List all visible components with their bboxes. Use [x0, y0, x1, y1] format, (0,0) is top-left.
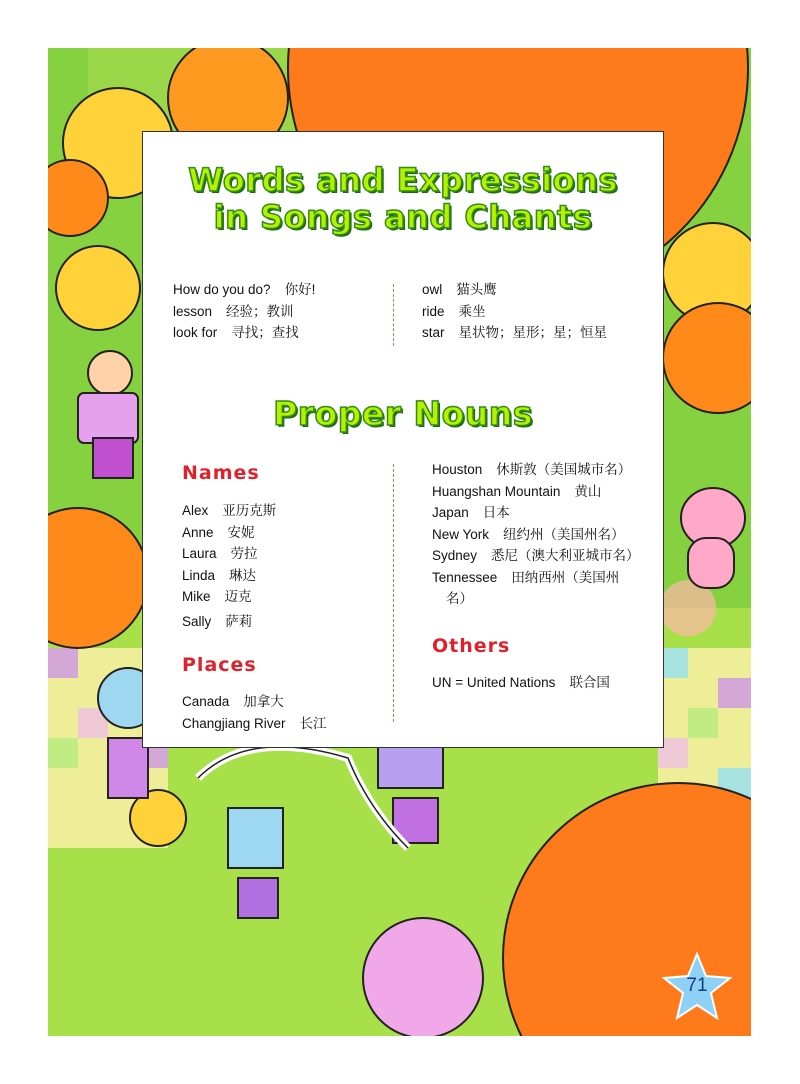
entry-english: Huangshan Mountain — [432, 483, 561, 499]
entry-chinese: 你好! — [284, 282, 316, 297]
other-entry — [432, 672, 610, 694]
entry-english: New York — [432, 526, 490, 542]
entry-english: Anne — [182, 524, 214, 540]
expression-entry — [173, 322, 315, 344]
entry-chinese: 乘坐 — [458, 303, 486, 319]
place-entry — [432, 545, 640, 567]
column-divider — [393, 464, 394, 722]
places-right-list — [432, 459, 640, 610]
entry-english: Houston — [432, 462, 483, 477]
expression-entry — [173, 301, 315, 323]
place-entry — [432, 502, 640, 524]
proper-nouns-title: Proper Nouns — [273, 394, 533, 433]
name-entry — [182, 500, 276, 522]
expression-entry — [422, 279, 607, 301]
entry-english: Sydney — [432, 548, 478, 563]
entry-english: Laura — [182, 546, 217, 561]
place-entry — [432, 524, 640, 546]
entry-english: Japan — [432, 505, 469, 520]
entry-english: lesson — [173, 303, 213, 319]
expression-entry — [173, 279, 315, 301]
section-title-line-2: in Songs and Chants — [213, 198, 593, 236]
entry-english: Sally — [182, 613, 212, 629]
place-entry — [432, 481, 640, 503]
entry-chinese: 联合国 — [569, 675, 610, 690]
others-heading: Others — [432, 635, 511, 657]
entry-chinese: 猫头鹰 — [456, 282, 497, 297]
entry-english: Changjiang River — [182, 715, 286, 731]
place-entry — [432, 459, 640, 481]
entry-chinese: 经验；教训 — [226, 303, 294, 319]
entry-english: How do you do? — [173, 282, 271, 297]
entry-chinese: 劳拉 — [230, 546, 258, 561]
entry-chinese: 纽约州（美国州名） — [503, 526, 625, 542]
entry-chinese: 星状物；星形；星；恒星 — [458, 325, 608, 340]
entry-chinese: 琳达 — [229, 567, 257, 583]
entry-chinese: 休斯敦（美国城市名） — [496, 462, 632, 477]
entry-chinese: 日本 — [482, 505, 510, 520]
entry-chinese: 悉尼（澳大利亚城市名） — [491, 548, 640, 563]
entry-chinese: 寻找；查找 — [231, 325, 299, 340]
entry-chinese: 亚历克斯 — [222, 503, 277, 518]
entry-english: star — [422, 325, 445, 340]
name-entry — [182, 586, 276, 608]
places-heading: Places — [182, 654, 257, 676]
expression-entry — [422, 301, 607, 323]
entry-chinese: 黄山 — [574, 483, 602, 499]
entry-chinese: 长江 — [299, 715, 327, 731]
girl-character — [363, 918, 483, 1036]
name-entry — [182, 611, 276, 633]
place-entry — [182, 691, 327, 713]
name-entry — [182, 565, 276, 587]
place-entry — [432, 567, 640, 589]
place-entry — [182, 713, 327, 735]
expression-entry — [422, 322, 607, 344]
entry-chinese: 安妮 — [227, 524, 255, 540]
others-list — [432, 672, 610, 694]
entry-chinese: 萨莉 — [225, 613, 253, 629]
place-entry-continuation: 名） — [446, 591, 473, 606]
names-list — [182, 500, 276, 632]
column-divider — [393, 284, 394, 346]
name-entry — [182, 522, 276, 544]
entry-chinese: 迈克 — [224, 589, 252, 604]
places-list — [182, 691, 327, 734]
names-heading: Names — [182, 462, 260, 484]
entry-english: Alex — [182, 503, 209, 518]
section-title-line-1: Words and Expressions — [188, 161, 618, 199]
entry-english: owl — [422, 282, 443, 297]
content-panel — [142, 131, 664, 748]
entry-english: Canada — [182, 694, 230, 709]
name-entry — [182, 543, 276, 565]
entry-english: ride — [422, 303, 445, 319]
entry-english: UN = United Nations — [432, 675, 556, 690]
section-title — [143, 162, 663, 236]
entry-chinese: 田纳西州（美国州 — [511, 569, 620, 585]
page-number: 71 — [686, 975, 708, 996]
entry-english: Tennessee — [432, 569, 498, 585]
expressions-right-column — [422, 279, 607, 344]
expressions-left-column — [173, 279, 315, 344]
entry-english: look for — [173, 325, 218, 340]
entry-english: Mike — [182, 589, 211, 604]
entry-chinese: 加拿大 — [243, 694, 284, 709]
entry-english: Linda — [182, 567, 216, 583]
